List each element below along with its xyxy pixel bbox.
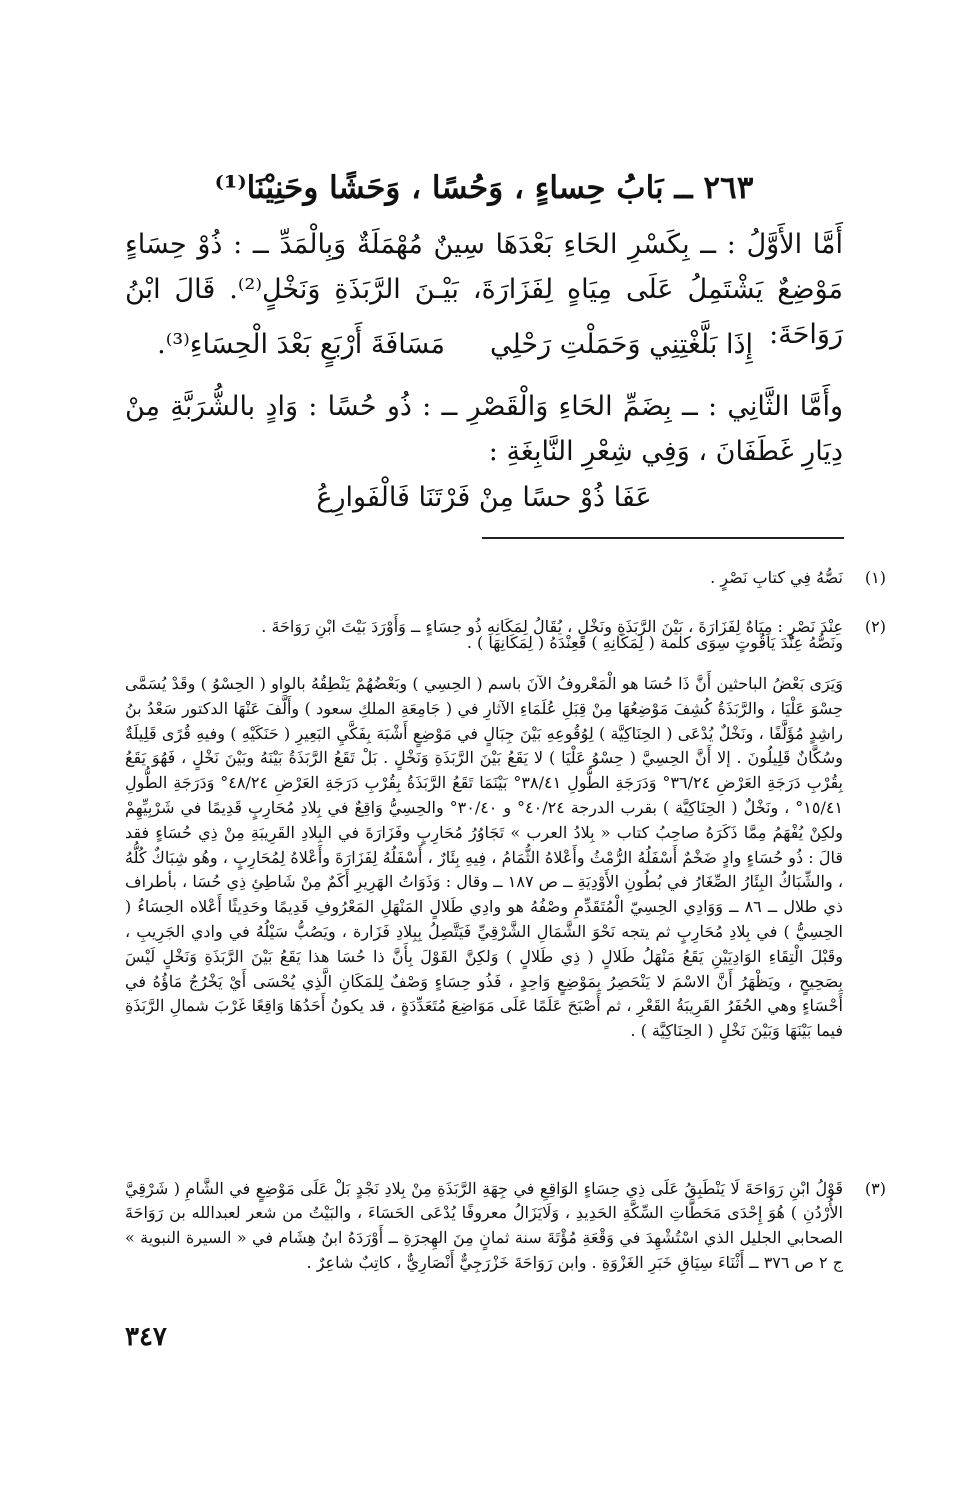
- main-paragraph-1: أَمَّا الأَوَّلُ : ــ بِكَسْرِ الحَاءِ بَعْدَهَا سِينٌ مُهْمَلَةٌ وَبِالْمَدِّ ــ : ذُوْ حِسَاءٍ مَوْضِعٌ يَشْتَمِلُ عَلَى مِيَاهٍ لِفَزَارَةَ، بَيْـنَ الرَّبَذَةِ وَنَخْلٍ⁽²⁾. قَالَ ابْنُ رَوَاحَةَ:: [125, 229, 843, 350]
- page-number: ٣٤٧: [125, 1322, 167, 1352]
- verse-1-hemistich-1: إِذَا بَلَّغْتِنِي وَحَمَلْتِ رَحْلِي: [489, 329, 753, 360]
- footnote-separator: [482, 537, 844, 539]
- footnote-2-text: عِنْدَ نَصْرٍ : مِيَاهٌ لِفَزَارَةَ ، بَيْنَ الرَّبَذَةِ ونَخْلٍ ، يُقَالُ لِمَكَانِهِ ذُو حِسَاءٍ ــ وَأَوْرَدَ بَيْتَ ابْنِ رَوَاحَةَ .: [261, 616, 843, 636]
- footnote-2-number: (٢): [864, 616, 886, 636]
- footnote-2-discussion: وَيَرَى بَعْضُ الباحثين أَنَّ ذَا حُسَا هو الْمَعْروفُ الآنَ باسم ( الحِسِي ) وبَعْضُهُمْ يَنْطِقُهُ بالواو ( الحِسْوُ ) وقَدْ يُسَمَّى حِسْوَ عَلْيَا ، والرَّبَذَةُ كُشِفَ مَوْضِعُهَا مِنْ قِبَلِ عُلَمَاءِ الآثارِ في ( جَامِعَةِ الملكِ سعود ) وأَلَّفَ عَنْهَا الدكتور سَعْدُ بنُ راشِدٍ مُؤَلَّفًا ، ونَخْلٌ يُدْعَى ( الحِنَاكِيَّة ) لِوُقُوعِهِ بَيْنَ جِبَالٍ في مَوْضِعٍ أَشْبَهَ بِفَكَّيِ البَعِيرِ ( حَنَكَيْهِ ) وفيهِ قُرًى قَلِيلَةٌ وسُكَّانٌ قَلِيلُونَ . إلا أَنَّ الحِسِيَّ ( حِسْوُ عَلْيَا ) لا يَقَعُ بَيْنَ الرَّبَذَةِ وَنَخْلٍ . بَلْ تَقَعُ الرَّبَذَةُ بَيْنَهُ وبَيْنَ نَخْلٍ ، فَهُوَ يَقَعُ بِقُرْبِ دَرَجَةِ العَرْضِ ٣٦/٢٤° وَدَرَجَةِ الطُّولِ ٣٨/٤١° بَيْنَمَا تَقَعُ الرَّبَذَةُ بِقُرْبِ دَرَجَةِ العَرْضِ ٤٨/٢٤° وَدَرَجَةِ الطُّولِ ١٥/٤١° ، ونَخْلٌ ( الحِنَاكِيَّة ) بقرب الدرجة ٤٠/٢٤° و ٣٠/٤٠° والحِسِيُّ وَاقِعٌ في بِلادِ مُحَارِبٍ قَدِيمًا في شَرْبِيِّهِمْ ولكِنْ يُفْهَمُ مِمَّا ذَكَرَهُ صاحِبُ كتاب « بِلادُ العرب » تَجَاوُرُ مُحَارِبٍ وفَزَارَةَ في البِلادِ القَرِيبَةِ مِنْ ذِي حُسَاءٍ فقد قالَ : ذُو حُسَاءٍ وادٍ ضَخْمٌ أَسْفَلُهُ الرُّمْثُ وأَعْلاهُ الثُّمَامُ ، فِيهِ بِئَارٌ ، أَسْفَلُهُ لِفَزَارَةَ وأَعْلاهُ لِمُحَارِبٍ ، وهُو شِبَاكٌ كُلُّهُ ، والشِّبَاكُ البِئَارُ الصِّغَارُ في بُطُونِ الأَوْدِيَةِ ــ ص ١٨٧ ــ وقال : وَذَوَاتُ الهَرِيرِ أَكَمٌ مِنْ شَاطِئِ ذِي حُسَا ، بأطراف ذي طلال ــ ٨٦ ــ وَوَادِي الحِسِيّ الْمُتَقَدِّمِ وصْفُهُ هو وادِي طَلالٍ المَنْهَلِ المَعْرُوفِ قَدِيمًا وحَدِيثًا أَعْلاه الحِسَاءُ ( الحِسِيُّ ) في بِلادِ مُحَارِبٍ ثم يتجه نَحْوَ الشَّمَالِ الشَّرْقِيِّ فَيَتَّصِلُ بِبِلادِ فَزَارة ، ويَصُبُّ سَيْلُهُ في وادي الجَرِيبِ ، وقَبْلَ الْتِقَاءِ الوَادِيَيْنِ يَقَعُ مَنْهَلُ طَلالٍ ( ذِي طَلالٍ ) وَلكِنَّ القَوْلَ بِأَنَّ ذا حُسَا هذا يَقَعُ بَيْنَ الرَّبَذَةِ وَنَخْلٍ لَيْسَ بِصَحِيحٍ ، ويَظْهَرُ أَنَّ الاسْمَ لا يَنْحَصِرُ بِمَوْضِعٍ وَاحِدٍ ، فَذُو حِسَاءٍ وَصْفٌ لِلمَكَانِ الَّذِي يُحْسَى أَيْ يَخْرُجُ مَاؤُهُ في أَحْسَاءٍ وهي الحُفَرُ القَرِيبَةُ القَعْرِ ، ثم أَصْبَحَ عَلَمًا عَلَى مَوَاضِعَ مُتَعَدِّدَةٍ ، قد يكونُ أَحَدُهَا وَاقِعًا غَرْبَ شمالِ الرَّبَذَةِ فيما بَيْنَهَا وَبَيْنَ نَخْلٍ ( الحِنَاكِيَّة ) .: [125, 674, 844, 1041]
- verse-1-hemistich-2: مَسَافَةَ أَرْبَعٍ بَعْدَ الْحِسَاءِ⁽³⁾.: [157, 329, 445, 360]
- footnote-1: [125, 566, 886, 591]
- footnote-2-continuation: ونَصُّهُ عِنْدَ يَاقُوتٍ سِوَى كلمة ( لِمَكَانِهِ ) فَعِنْدَهُ ( لِمَكَانِهَا ) .: [466, 633, 843, 652]
- footnote-3-number: (٣): [864, 1178, 886, 1198]
- verse-2: عَفَا ذُوْ حسًا مِنْ فَرْتَنَا فَالْفَوارِعُ: [316, 482, 652, 513]
- footnote-3-text: قَوْلُ ابْنِ رَوَاحَةَ لَا يَنْطَبِقُ عَلَى ذِي حِسَاءٍ الوَاقِعِ في جِهَةِ الرَّبَذَةِ مِنْ بِلادِ نَجْدٍ بَلْ عَلَى مَوْضِعٍ في الشَّامِ ( شَرْقِيَّ الأُرْدُنِ ) هُوَ إِحْدَى مَحَطَّاتِ السِّكَّةِ الحَدِيدِ ، وَلَايَزَالُ معروفًا يُدْعَى الحَسَاءَ ، والبَيْتُ من شعر لعبدالله بن رَوَاحَةَ الصحابي الجليل الذي اسْتُشْهِدَ في وَقْعَةِ مُؤْتَةَ سنة ثمانٍ مِنَ الهِجرَةِ ــ أَوْرَدَهُ ابنُ هِشَام في « السيرة النبوية » ج ٢ ص ٣٧٦ ــ أَثْنَاءَ سِيَاقِ خَبَرِ الغَزْوَةِ . وابن رَوَاحَةَ خَزْرَجِيٌّ أَنْصَارِيٌّ ، كاتِبٌ شاعِرٌ .: [125, 1178, 843, 1272]
- footnote-3: [125, 1177, 886, 1276]
- footnote-1-text: نَصُّهُ فِي كتابِ نَصْرٍ .: [710, 568, 843, 587]
- chapter-title: ٢٦٣ ــ بَابُ حِساءٍ ، وَحُسًا ، وَحَشًا وحَنِيْنَا⁽¹⁾: [214, 170, 754, 206]
- main-paragraph-2: وأَمَّا الثَّانِي : ــ بِضَمِّ الحَاءِ وَالْقَصْرِ ــ : ذُو حُسًا : وَادٍ بالشُّرَبَّةِ مِنْ دِيَارِ غَطَفَانَ ، وَفِي شِعْرِ النَّابِغَةِ :: [125, 391, 843, 467]
- footnote-1-number: (١): [864, 568, 886, 587]
